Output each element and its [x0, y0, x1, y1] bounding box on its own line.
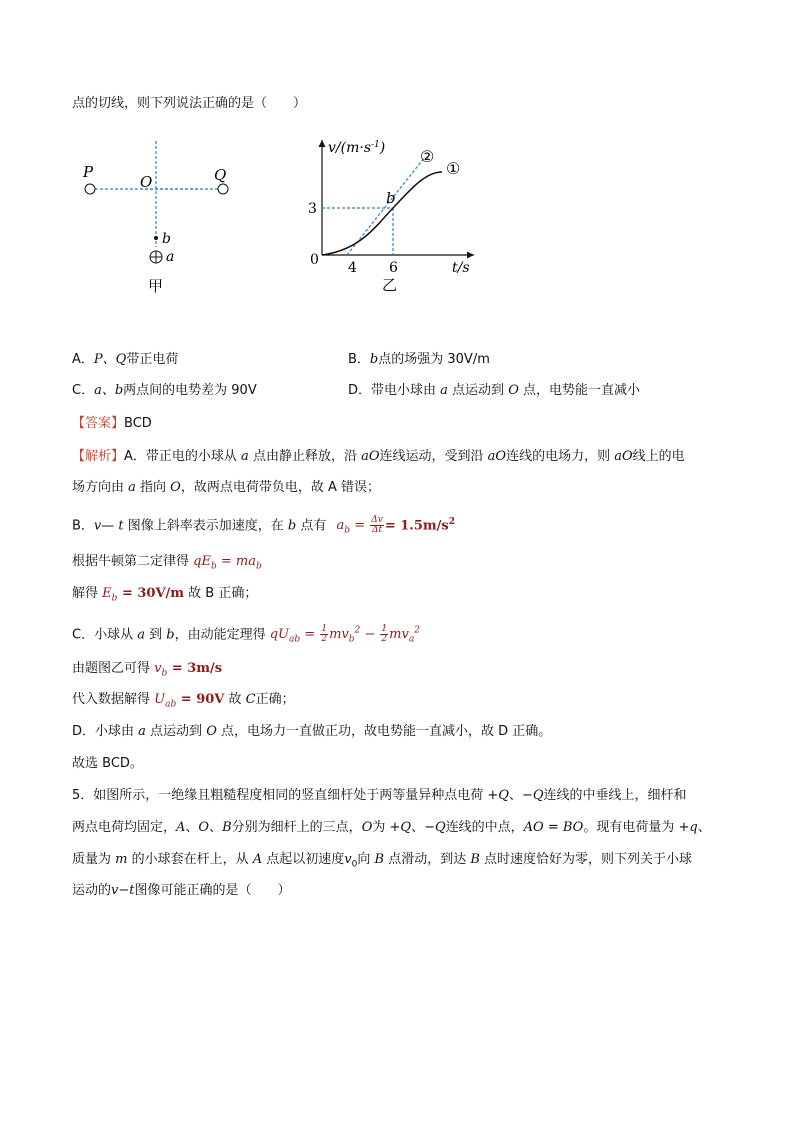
option-C[interactable]: C．a、b两点间的电势差为 90V [72, 383, 257, 398]
analysis-conclusion: 故选 BCD。 [72, 756, 143, 771]
y-axis-label: $v/(m\cdot s^{-1})$ [328, 140, 386, 156]
option-B[interactable]: B．b点的场强为 30V/m [348, 352, 490, 367]
tick-label-4: 4 [348, 260, 357, 276]
analysis-line-3: B．v— t 图像上斜率表示加速度，在 b 点有 $a_b$ = $\frac{\Delta v}{\Delta t}$ = $1.5m/s^2$ [72, 515, 455, 536]
tick-label-6: 6 [389, 260, 398, 276]
question-stem-end: 点的切线，则下列说法正确的是（ ） [72, 96, 307, 111]
curve-2-label: ② [420, 147, 435, 166]
label-b: b [162, 231, 171, 247]
analysis-line-4: 根据牛顿第二定律得 $qE_b = ma_b$ [72, 554, 262, 572]
label-P: P [83, 163, 94, 181]
point-b-label: b [386, 189, 396, 207]
analysis-line-1: 【解析】A．带正电的小球从 a 点由静止释放，沿 aO连线运动，受到沿 aO连线的电场力，则 aO线上的电 [72, 449, 685, 464]
q5-line-4: 运动的v−t图像可能正确的是（ ） [72, 883, 291, 898]
origin-label: 0 [310, 252, 319, 268]
x-axis-label: t/s [452, 260, 470, 276]
analysis-line-9: D．小球由 a 点运动到 O 点，电场力一直做正功，故电势能一直减小，故 D 正确。 [72, 724, 552, 739]
charge-P [85, 184, 95, 194]
analysis-line-8: 代入数据解得 $U_{ab} = 90V$ 故 C正确； [72, 692, 295, 710]
figure-yi-vt-graph [300, 132, 490, 297]
curve-1-label: ① [446, 159, 461, 178]
option-A[interactable]: A．P、Q带正电荷 [72, 352, 179, 367]
caption-jia: 甲 [148, 277, 164, 295]
label-a: a [166, 249, 175, 265]
point-b [154, 236, 158, 240]
jia-line-extension [140, 170, 230, 210]
answer: 【答案】BCD [72, 416, 152, 431]
analysis-line-6: C．小球从 a 到 b，由动能定理得 $qU_{ab}$ = $\frac{1}{2}$ $mv_b^2$ − $\frac{1}{2}$ $mv_a^2$ [72, 624, 420, 645]
q5-line-1: 5．如图所示，一绝缘且粗糙程度相同的竖直细杆处于两等量异种点电荷 +Q、−Q连线的中垂线上，细杆和 [72, 788, 687, 803]
curve-1 [322, 172, 442, 255]
q5-line-2: 两点电荷均固定，A、O、B分别为细杆上的三点，O为 +Q、−Q连线的中点，AO = BO。现有电荷量为 +q、 [72, 820, 711, 835]
figure-jia [78, 135, 198, 300]
analysis-line-7: 由题图乙可得 $v_b = 3m/s$ [72, 661, 223, 679]
caption-yi: 乙 [382, 276, 398, 294]
option-D[interactable]: D．带电小球由 a 点运动到 O 点，电势能一直减小 [348, 383, 640, 398]
label-Q: Q [214, 166, 227, 184]
q5-line-3: 质量为 m 的小球套在杆上，从 A 点起以初速度$v_0$向 B 点滑动，到达 B 点时速度恰好为零，则下列关于小球 [72, 852, 693, 870]
analysis-line-5: 解得 $E_b = 30V/m$ 故 B 正确； [72, 586, 258, 604]
analysis-line-2: 场方向由 a 指向 O，故两点电荷带负电，故 A 错误； [72, 480, 381, 495]
tick-label-3: 3 [308, 201, 317, 217]
label-O: O [140, 173, 153, 191]
